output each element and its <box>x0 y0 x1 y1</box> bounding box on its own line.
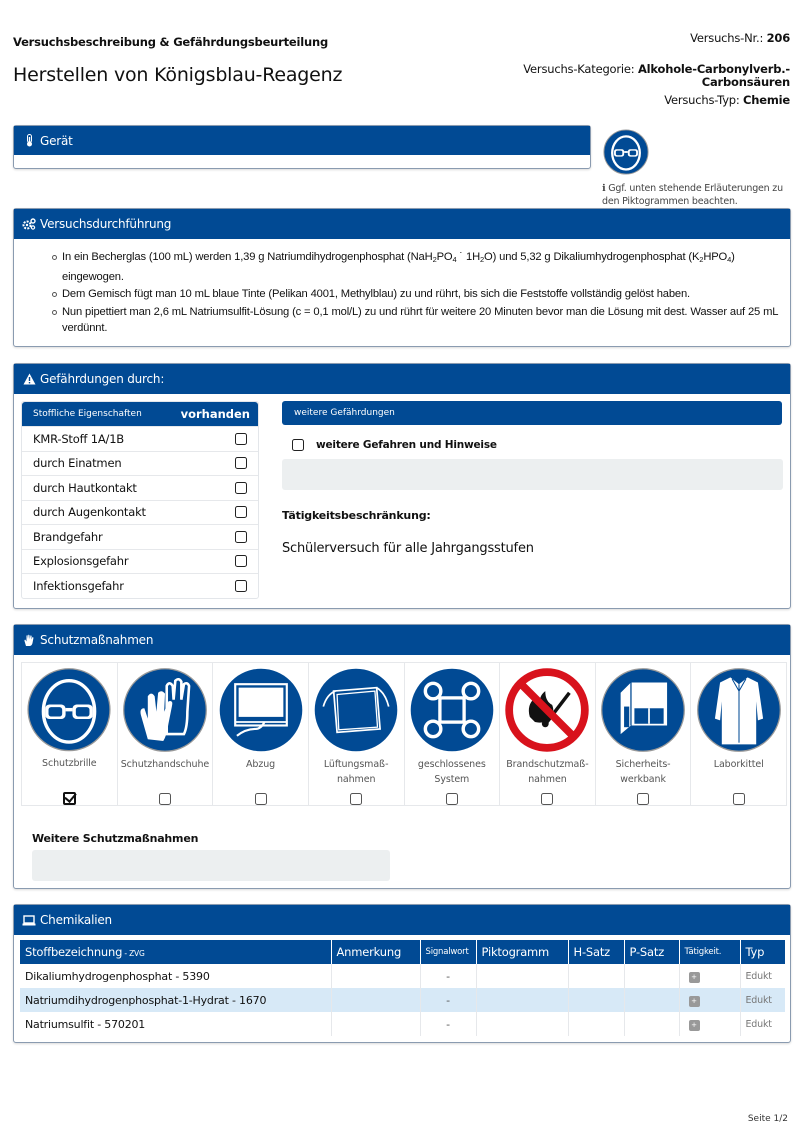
hand-icon <box>22 633 36 647</box>
schutz-label: Abzug <box>246 759 276 770</box>
cell-h-satz <box>568 964 624 988</box>
cell-typ: Edukt <box>745 1018 772 1030</box>
taetigkeitsbeschraenkung-label: Tätigkeitsbeschränkung: <box>282 509 431 522</box>
chemikalien-title: Chemikalien <box>40 913 112 927</box>
hazard-checkbox[interactable] <box>235 531 247 543</box>
versuchs-nr-value: 206 <box>766 31 790 45</box>
durchfuehrung-title: Versuchsdurchführung <box>40 217 172 231</box>
hazard-label: durch Einatmen <box>33 456 122 471</box>
schutz-item-abzug <box>213 663 309 805</box>
schutz-item-laborkittel <box>691 663 786 805</box>
cell-anmerkung <box>331 1012 420 1036</box>
hazard-label: Brandgefahr <box>33 529 103 544</box>
zvg-suffix: - ZVG <box>122 949 145 958</box>
col-h-satz: H-Satz <box>568 940 624 964</box>
step-item: Nun pipettiert man 2,6 mL Natriumsulfit-Lösung (c = 0,1 mol/L) zu und rührt für weitere 20 Minuten bevor man die Lösung mit dest. Wasser auf 25 mL verdünnt. <box>62 304 780 337</box>
hazard-row-hautkontakt <box>22 475 258 500</box>
schutz-label: Laborkittel <box>713 759 764 770</box>
hazard-label: Explosionsgefahr <box>33 554 129 569</box>
table-row <box>20 988 785 1012</box>
step-text: ˙ 1H <box>456 251 480 263</box>
schutz-item-sicherheitswerkbank <box>596 663 692 805</box>
weitere-gefahren-label: weitere Gefahren und Hinweise <box>316 439 497 451</box>
versuchs-typ-value: Chemie <box>743 93 790 107</box>
schutz-label: geschlossenes System <box>417 759 486 785</box>
cell-piktogramm <box>476 988 568 1012</box>
cell-taetigkeit <box>679 988 740 1012</box>
col-signalwort: Signalwort <box>420 940 476 964</box>
cell-p-satz <box>624 1012 679 1036</box>
cell-anmerkung <box>331 964 420 988</box>
schutz-checkbox[interactable] <box>350 793 362 805</box>
schutz-item-schutzbrille <box>22 663 118 805</box>
hazard-row-augenkontakt <box>22 500 258 525</box>
col-piktogramm: Piktogramm <box>476 940 568 964</box>
hazard-checkbox[interactable] <box>235 433 247 445</box>
gloves-icon <box>122 667 208 753</box>
cell-piktogramm <box>476 964 568 988</box>
safety-cabinet-icon <box>600 667 686 753</box>
col-taetigkeit: Tätigkeit. <box>679 940 740 964</box>
step-text: HPO <box>703 251 728 263</box>
info-circle-icon: ℹ︎ <box>602 183 606 194</box>
hazard-label: durch Hautkontakt <box>33 480 137 495</box>
weitere-gefahren-field[interactable] <box>282 459 783 490</box>
hazard-row-brandgefahr <box>22 524 258 549</box>
schutz-checkbox[interactable] <box>733 793 745 805</box>
laptop-icon <box>22 913 36 927</box>
weitere-gefahren-row <box>292 439 497 451</box>
geraet-title: Gerät <box>40 133 73 148</box>
subscript: 2 <box>432 255 437 264</box>
schutz-item-lueftungsmassnahmen <box>309 663 405 805</box>
versuchs-typ-label: Versuchs-Typ: <box>664 93 740 107</box>
geraet-panel <box>13 125 591 169</box>
hazard-row-explosionsgefahr <box>22 549 258 574</box>
stoffliche-eigenschaften-table <box>21 401 259 599</box>
subscript: 2 <box>480 255 485 264</box>
cell-name: Natriumsulfit - 570201 <box>20 1012 331 1036</box>
gefaehrdungen-panel <box>13 363 791 609</box>
cell-taetigkeit <box>679 964 740 988</box>
table-header-row <box>20 940 785 964</box>
schutz-checkbox[interactable] <box>637 793 649 805</box>
cell-signalwort: - <box>420 988 476 1012</box>
chemikalien-table <box>20 940 785 1036</box>
hazard-checkbox[interactable] <box>235 482 247 494</box>
hazard-label: durch Augenkontakt <box>33 505 146 520</box>
no-fire-icon <box>504 667 590 753</box>
weitere-gefahren-checkbox[interactable] <box>292 439 304 451</box>
col-anmerkung: Anmerkung <box>331 940 420 964</box>
schutz-label: Brandschutzmaß- nahmen <box>506 759 589 785</box>
taetigkeitsbeschraenkung-value: Schülerversuch für alle Jahrgangsstufen <box>282 541 534 556</box>
safety-goggles-icon <box>26 667 112 752</box>
hazard-checkbox[interactable] <box>235 506 247 518</box>
durchfuehrung-steps <box>14 239 790 337</box>
table-row <box>20 1012 785 1036</box>
hazard-label: KMR-Stoff 1A/1B <box>33 431 124 446</box>
hazard-row-kmr <box>22 426 258 451</box>
subscript: 2 <box>699 255 704 264</box>
page-number: Seite 1/2 <box>747 1114 788 1124</box>
col-typ: Typ <box>740 940 785 964</box>
cell-name: Natriumdihydrogenphosphat-1-Hydrat - 1670 <box>20 988 331 1012</box>
gefaehrdungen-title: Gefährdungen durch: <box>40 372 165 386</box>
versuchs-kategorie-value-1: Alkohole-Carbonylverb.- <box>637 62 790 76</box>
page-title: Herstellen von Königsblau-Reagenz <box>13 64 343 86</box>
chemikalien-panel <box>13 904 791 1043</box>
col-label: Stoffbezeichnung <box>25 945 123 959</box>
fume-hood-icon <box>218 667 304 753</box>
versuchs-kategorie-value-2: Carbonsäuren <box>701 75 790 89</box>
chemikalien-header <box>14 905 790 935</box>
schutz-checkbox[interactable] <box>159 793 171 805</box>
document-kicker: Versuchsbeschreibung & Gefährdungsbeurteilung <box>13 35 329 49</box>
schutzmassnahmen-panel <box>13 624 791 889</box>
schutzmassnahmen-header <box>14 625 790 655</box>
schutz-checkbox-checked[interactable] <box>63 792 76 805</box>
weitere-gefaehrdungen-header: weitere Gefährdungen <box>282 401 782 425</box>
weitere-schutzmassnahmen-label: Weitere Schutzmaßnahmen <box>32 832 199 845</box>
durchfuehrung-header <box>14 209 790 239</box>
cell-signalwort: - <box>420 964 476 988</box>
cell-taetigkeit <box>679 1012 740 1036</box>
pictogram-hint <box>602 182 792 208</box>
hazard-label: Infektionsgefahr <box>33 578 124 593</box>
step-text: PO <box>436 251 453 263</box>
schutz-item-geschlossenes-system <box>405 663 501 805</box>
cell-signalwort: - <box>420 1012 476 1036</box>
schutz-label: Schutzhandschuhe <box>120 759 210 770</box>
closed-system-icon <box>409 667 495 753</box>
cell-h-satz <box>568 988 624 1012</box>
step-text: In ein Becherglas (100 mL) werden 1,39 g Natriumdihydrogenphosphat (NaH <box>62 251 433 263</box>
col-p-satz: P-Satz <box>624 940 679 964</box>
stoff-table-header <box>22 402 258 426</box>
plus-button[interactable]: + <box>689 972 700 983</box>
versuchs-kategorie-label: Versuchs-Kategorie: <box>523 62 635 76</box>
versuchs-typ <box>664 93 790 107</box>
step-item <box>62 249 780 285</box>
subscript: 4 <box>452 255 457 264</box>
cell-p-satz <box>624 964 679 988</box>
ventilation-icon <box>313 667 399 753</box>
schutzmassnahmen-title: Schutzmaßnahmen <box>40 633 154 647</box>
warning-triangle-icon <box>22 372 36 386</box>
schutz-label: Lüftungsmaß- nahmen <box>323 759 389 785</box>
schutz-checkbox[interactable] <box>446 793 458 805</box>
hazard-checkbox[interactable] <box>235 555 247 567</box>
schutz-label: Schutzbrille <box>42 758 97 770</box>
cell-piktogramm <box>476 1012 568 1036</box>
versuchs-nr <box>690 31 790 45</box>
cell-h-satz <box>568 1012 624 1036</box>
subscript: 4 <box>727 255 732 264</box>
hazard-checkbox[interactable] <box>235 580 247 592</box>
geraet-header <box>14 126 590 155</box>
hazard-checkbox[interactable] <box>235 457 247 469</box>
versuchs-nr-label: Versuchs-Nr.: <box>690 31 764 45</box>
weitere-schutzmassnahmen-field[interactable] <box>32 850 390 881</box>
safety-goggles-icon <box>603 129 649 175</box>
step-item: Dem Gemisch fügt man 10 mL blaue Tinte (Pelikan 4001, Methylblau) zu und rührt, bis sich die Feststoffe vollständig gelöst haben. <box>62 286 780 303</box>
hazard-row-einatmen <box>22 451 258 476</box>
schutzmassnahmen-grid <box>21 662 787 806</box>
cell-typ: Edukt <box>740 988 785 1012</box>
plus-button[interactable]: + <box>689 1020 700 1031</box>
hazard-row-infektionsgefahr <box>22 573 258 598</box>
versuchs-kategorie <box>523 63 790 89</box>
cell-anmerkung <box>331 988 420 1012</box>
schutz-item-schutzhandschuhe <box>118 663 214 805</box>
cell-p-satz <box>624 988 679 1012</box>
durchfuehrung-panel <box>13 208 791 347</box>
gefaehrdungen-header <box>14 364 790 394</box>
table-row <box>20 964 785 988</box>
schutz-checkbox[interactable] <box>541 793 553 805</box>
col-stoffbezeichnung <box>20 940 331 964</box>
cell-typ: Edukt <box>745 970 772 982</box>
schutz-item-brandschutzmassnahmen <box>500 663 596 805</box>
schutz-checkbox[interactable] <box>255 793 267 805</box>
cell-name: Dikaliumhydrogenphosphat - 5390 <box>20 964 331 988</box>
gears-icon <box>22 217 36 231</box>
step-text: O) und 5,32 g Dikaliumhydrogenphosphat (K <box>484 251 700 263</box>
vorhanden-header-label: vorhanden <box>180 407 250 421</box>
stoff-header-label: Stoffliche Eigenschaften <box>33 409 142 419</box>
plus-button[interactable]: + <box>689 996 700 1007</box>
schutz-label: Sicherheits- werkbank <box>615 759 671 785</box>
step-text: ) eingewogen. <box>62 251 735 283</box>
pictogram-hint-text: Ggf. unten stehende Erläuterungen zu den Piktogrammen beachten. <box>602 183 783 207</box>
thermometer-icon <box>22 134 36 148</box>
lab-coat-icon <box>696 667 782 753</box>
